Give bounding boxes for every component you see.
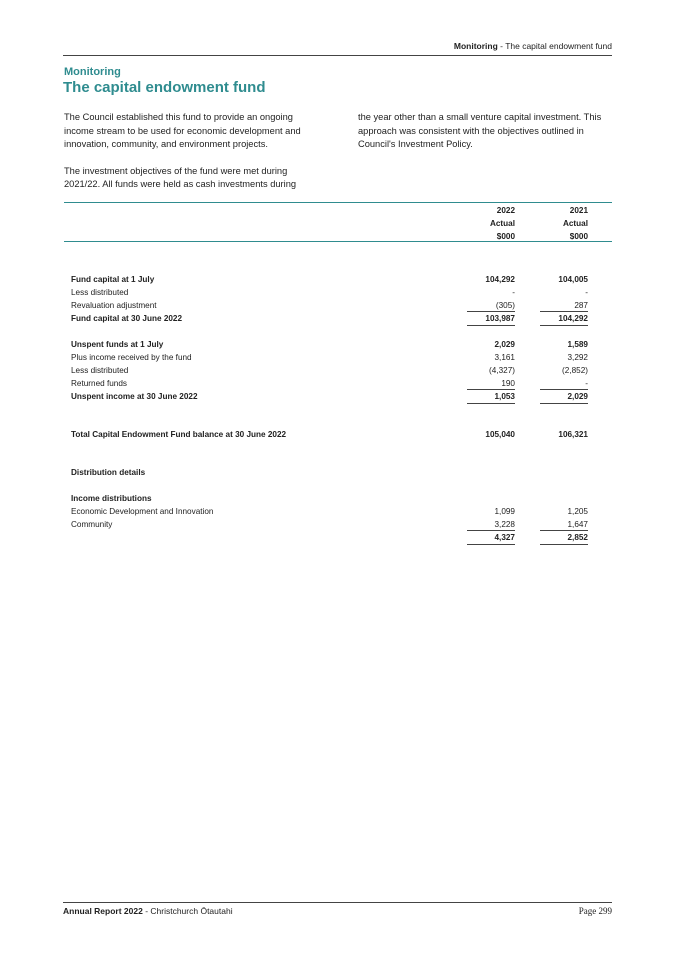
- table-row: [64, 390, 612, 403]
- total-rule: [540, 530, 588, 531]
- footer-report: Annual Report 2022: [63, 906, 143, 916]
- value-2021: 104,005: [558, 275, 588, 284]
- row-label: Less distributed: [71, 288, 129, 297]
- value-2022: 2,029: [494, 340, 515, 349]
- total-rule: [467, 403, 515, 404]
- col-2022-type: Actual: [489, 219, 515, 228]
- row-label: Income distributions: [71, 494, 152, 503]
- value-2021: 1,589: [567, 340, 588, 349]
- total-rule: [540, 544, 588, 545]
- running-header: [63, 41, 612, 56]
- value-2021: 106,321: [558, 430, 588, 439]
- intro-paragraph-1: The Council established this fund to provide an ongoing income stream to be used for economic development and innovation, community, and environment projects.: [64, 112, 301, 149]
- value-2021: 1,205: [567, 507, 588, 516]
- row-label: Plus income received by the fund: [71, 353, 192, 362]
- intro-right-column: [358, 111, 608, 165]
- row-label: Revaluation adjustment: [71, 301, 157, 310]
- header-subtitle: - The capital endowment fund: [497, 41, 612, 51]
- table-row: [64, 338, 612, 351]
- value-2022: -: [512, 288, 515, 297]
- value-2022: (305): [495, 301, 515, 310]
- intro-paragraph-2: The investment objectives of the fund were met during 2021/22. All funds were held as cash investments during: [64, 165, 297, 189]
- value-2021: (2,852): [562, 366, 588, 375]
- row-label: Economic Development and Innovation: [71, 507, 214, 516]
- table-row: [64, 531, 612, 544]
- row-label: Distribution details: [71, 468, 146, 477]
- value-2022: 3,228: [494, 520, 515, 529]
- total-rule: [540, 403, 588, 404]
- value-2021: 3,292: [567, 353, 588, 362]
- col-2022-unit: $000: [496, 232, 515, 241]
- table-row: [64, 492, 612, 505]
- page-title: The capital endowment fund: [63, 79, 266, 96]
- value-2021: -: [585, 288, 588, 297]
- table-row: [64, 518, 612, 531]
- value-2021: 1,647: [567, 520, 588, 529]
- value-2021: 2,852: [567, 533, 588, 542]
- value-2022: 4,327: [494, 533, 515, 542]
- value-2022: 190: [501, 379, 515, 388]
- section-label: Monitoring: [64, 66, 121, 78]
- total-rule: [540, 389, 588, 390]
- row-label: Unspent income at 30 June 2022: [71, 392, 198, 401]
- col-2022-year: 2022: [496, 206, 515, 215]
- row-label: Fund capital at 30 June 2022: [71, 314, 183, 323]
- value-2022: 1,099: [494, 507, 515, 516]
- table-header: [64, 203, 612, 242]
- row-label: Total Capital Endowment Fund balance at 30 June 2022: [71, 430, 287, 439]
- total-rule: [467, 389, 515, 390]
- value-2021: -: [585, 379, 588, 388]
- row-label: Unspent funds at 1 July: [71, 340, 164, 349]
- value-2021: 2,029: [567, 392, 588, 401]
- table-row: [64, 428, 612, 441]
- col-2021-type: Actual: [562, 219, 588, 228]
- col-2021-year: 2021: [569, 206, 588, 215]
- page-number: Page 299: [578, 906, 612, 916]
- total-rule: [467, 311, 515, 312]
- total-rule: [467, 325, 515, 326]
- value-2021: 287: [574, 301, 588, 310]
- table-row: [64, 299, 612, 312]
- row-label: Returned funds: [71, 379, 127, 388]
- header-section: Monitoring: [453, 41, 498, 51]
- intro-paragraph-3: the year other than a small venture capital investment. This approach was consistent with the objectives outlined in Council's Investment Policy.: [358, 112, 602, 149]
- table-row: [64, 505, 612, 518]
- col-2021-unit: $000: [569, 232, 588, 241]
- row-label: Fund capital at 1 July: [71, 275, 155, 284]
- intro-left-column: [64, 111, 314, 205]
- table-row: [64, 377, 612, 390]
- table-row: [64, 364, 612, 377]
- value-2022: 103,987: [485, 314, 515, 323]
- row-label: Community: [71, 520, 113, 529]
- page-footer: [63, 902, 612, 918]
- total-rule: [467, 544, 515, 545]
- table-row: [64, 286, 612, 299]
- fund-table: [64, 202, 612, 542]
- table-row: [64, 273, 612, 286]
- value-2022: 104,292: [485, 275, 515, 284]
- value-2021: 104,292: [558, 314, 588, 323]
- value-2022: 105,040: [485, 430, 515, 439]
- value-2022: (4,327): [489, 366, 515, 375]
- table-row: [64, 351, 612, 364]
- footer-city: - Christchurch Ōtautahi: [142, 906, 233, 916]
- table-row: [64, 312, 612, 325]
- total-rule: [540, 325, 588, 326]
- total-rule: [540, 311, 588, 312]
- value-2022: 1,053: [494, 392, 515, 401]
- table-row: [64, 466, 612, 479]
- total-rule: [467, 530, 515, 531]
- row-label: Less distributed: [71, 366, 129, 375]
- value-2022: 3,161: [494, 353, 515, 362]
